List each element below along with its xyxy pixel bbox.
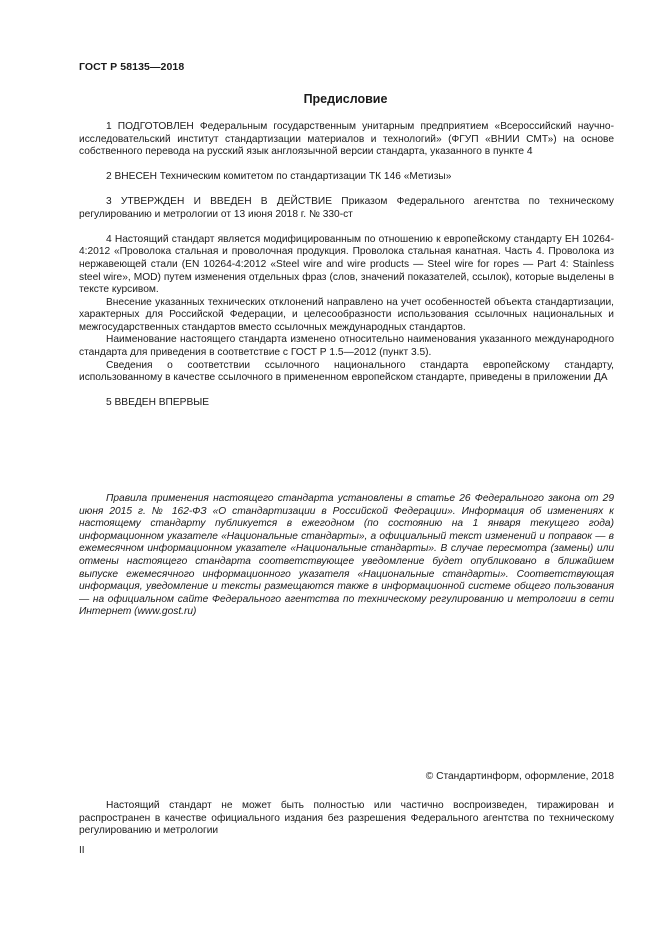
copyright: © Стандартинформ, оформление, 2018: [425, 771, 614, 782]
reproduction-notice: Настоящий стандарт не может быть полностью или частично воспроизведен, тиражирован и распространен в качестве официального издания без разрешения Федерального агентства по техническому регулированию и метрологии: [79, 800, 614, 837]
item-3: 3 УТВЕРЖДЕН И ВВЕДЕН В ДЕЙСТВИЕ Приказом Федерального агентства по техническому регулированию и метрологии от 13 июня 2018 г. № 330-ст: [79, 196, 614, 220]
doc-code-header: ГОСТ Р 58135—2018: [79, 61, 185, 73]
item-2: 2 ВНЕСЕН Техническим комитетом по стандартизации ТК 146 «Метизы»: [106, 171, 452, 183]
item-5: 5 ВВЕДЕН ВПЕРВЫЕ: [106, 397, 210, 409]
item-4-naming: Наименование настоящего стандарта изменено относительно наименования указанного международного стандарта для приведения в соответствие с ГОСТ Р 1.5—2012 (пункт 3.5).: [79, 334, 614, 359]
item-1: 1 ПОДГОТОВЛЕН Федеральным государственным унитарным предприятием «Всероссийский научно-исследовательский институт стандартизации материалов и технологий» (ФГУП «ВНИИ СМТ») на основе собственного перевода на русский язык англоязычной версии стандарта, указанного в пункте 4: [79, 121, 614, 158]
preface-body: [79, 121, 614, 410]
item-4-references: Сведения о соответствии ссылочного национального стандарта европейскому стандарту, использованному в качестве ссылочного в примененном европейском стандарте, приведены в приложении ДА: [79, 359, 614, 384]
item-4: 4 Настоящий стандарт является модифицированным по отношению к европейскому стандарту ЕН 10264-4:2012 «Проволока стальная и проволочная продукция. Проволока стальная канатная. Часть 4. Проволока из нержавеющей стали (EN 10264-4:2012 «Steel wire and wire products — Steel wire for ropes — Part 4: Stainless steel wire», MOD) путем изменения отдельных фраз (слов, значений показателей, ссылок), которые выделены в тексте курсивом.: [79, 233, 614, 296]
application-rules-note: Правила применения настоящего стандарта установлены в статье 26 Федерального закона от 29 июня 2015 г. № 162-ФЗ «О стандартизации в Российской Федерации». Информация об изменениях к настоящему стандарту публикуется в ежегодном (по состоянию на 1 января текущего года) информационном указателе «Национальные стандарты», а официальный текст изменений и поправок — в ежемесячном информационном указателе «Национальные стандарты». В случае пересмотра (замены) или отмены настоящего стандарта соответствующее уведомление будет опубликовано в ближайшем выпуске ежемесячного информационного указателя «Национальные стандарты». Соответствующая информация, уведомление и тексты размещаются также в информационной системе общего пользования — на официальном сайте Федерального агентства по техническому регулированию и метрологии в сети Интернет (www.gost.ru): [79, 493, 614, 618]
page-number: II: [79, 845, 85, 856]
item-4-deviations: Внесение указанных технических отклонений направлено на учет особенностей объекта стандартизации, характерных для Российской Федерации, и целесообразности использования ссылочных национальных и межгосударственных стандартов вместо ссылочных международных стандартов.: [79, 296, 614, 333]
page-title: Предисловие: [303, 92, 388, 106]
